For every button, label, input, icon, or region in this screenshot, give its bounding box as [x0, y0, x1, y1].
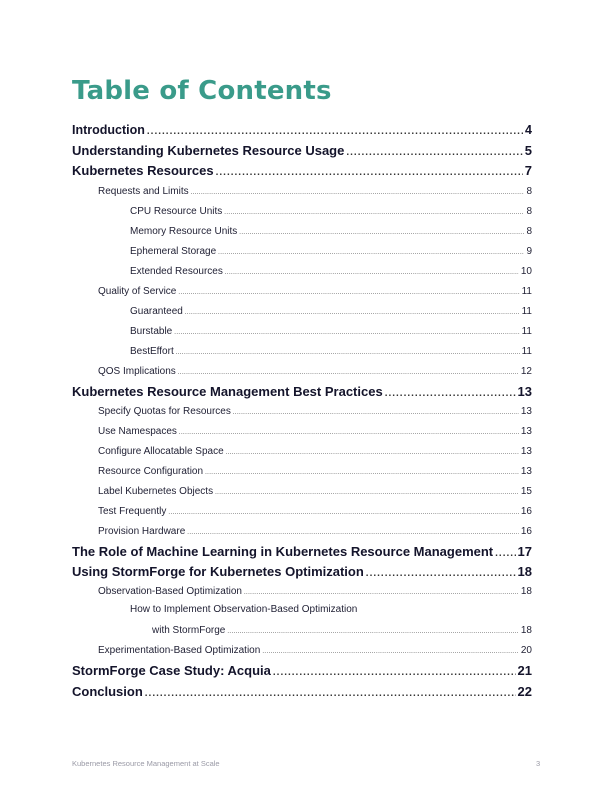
leader-dots	[385, 388, 516, 399]
toc-entry-observation-based[interactable]	[98, 586, 532, 596]
toc-page-number: 10	[520, 266, 532, 277]
toc-entry-best-practices[interactable]	[72, 384, 532, 399]
toc-entry-label: Ephemeral Storage	[130, 246, 217, 257]
toc-page-number: 13	[520, 406, 532, 417]
toc-entry-label: Use Namespaces	[98, 426, 177, 437]
toc-page-number: 13	[520, 426, 532, 437]
toc-entry-label: with StormForge	[152, 625, 226, 636]
toc-entry-specify-quotas[interactable]	[98, 406, 532, 417]
toc-entry-label: Provision Hardware	[98, 526, 186, 537]
toc-page-number: 16	[520, 526, 532, 537]
page-title: Table of Contents	[72, 76, 332, 106]
leader-dots	[168, 510, 519, 516]
leader-dots	[366, 568, 516, 579]
toc-page-number: 11	[521, 306, 532, 317]
toc-page-number: 21	[517, 663, 532, 678]
toc-page-number: 8	[526, 186, 532, 197]
toc-entry-memory-units[interactable]	[130, 226, 532, 237]
leader-dots	[178, 370, 519, 376]
toc-page-number: 20	[520, 645, 532, 656]
toc-entry-test-frequently[interactable]	[98, 506, 532, 517]
toc-page-number: 13	[520, 466, 532, 477]
toc-entry-requests-limits[interactable]	[98, 186, 532, 197]
leader-dots	[262, 649, 519, 655]
leader-dots	[233, 410, 519, 416]
toc-entry-provision-hardware[interactable]	[98, 526, 532, 537]
toc-entry-using-stormforge[interactable]	[72, 564, 532, 579]
leader-dots	[225, 270, 519, 276]
toc-entry-label: Extended Resources	[130, 266, 223, 277]
leader-dots	[216, 167, 523, 178]
toc-page-number: 11	[521, 286, 532, 297]
footer-page-number: 3	[536, 759, 541, 768]
leader-dots	[145, 688, 516, 699]
toc-page-number: 9	[526, 246, 532, 257]
toc-page-number: 7	[524, 163, 532, 178]
leader-dots	[178, 290, 519, 296]
toc-entry-experimentation-based[interactable]	[98, 645, 532, 656]
toc-entry-label: Configure Allocatable Space	[98, 446, 224, 457]
toc-entry-qos-implications[interactable]	[98, 366, 532, 377]
toc-entry-label: Observation-Based Optimization	[98, 586, 242, 596]
toc-entry-ephemeral-storage[interactable]	[130, 246, 532, 257]
toc-page-number: 8	[526, 226, 532, 237]
footer-document-title: Kubernetes Resource Management at Scale	[72, 759, 220, 768]
toc-entry-burstable[interactable]	[130, 326, 532, 337]
toc-entry-extended-resources[interactable]	[130, 266, 532, 277]
toc-entry-machine-learning[interactable]	[72, 544, 532, 559]
toc-entry-label: The Role of Machine Learning in Kubernetes Resource Management	[72, 544, 494, 559]
leader-dots	[224, 210, 524, 216]
toc-entry-label: Introduction	[72, 123, 145, 137]
toc-entry-label: CPU Resource Units	[130, 206, 223, 217]
leader-dots	[176, 350, 520, 356]
leader-dots	[273, 667, 516, 678]
toc-page-number: 8	[526, 206, 532, 217]
toc-entry-besteffort[interactable]	[130, 346, 532, 357]
toc-entry-label: Resource Configuration	[98, 466, 204, 477]
toc-entry-label-objects[interactable]	[98, 486, 532, 497]
leader-dots	[215, 490, 519, 496]
leader-dots	[227, 629, 519, 635]
toc-entry-label: Test Frequently	[98, 506, 167, 517]
toc-entry-guaranteed[interactable]	[130, 306, 532, 317]
toc-entry-label: Kubernetes Resource Management Best Practices	[72, 384, 383, 399]
toc-entry-label: Memory Resource Units	[130, 226, 238, 237]
toc-page-number: 13	[520, 446, 532, 457]
toc-page-number: 17	[517, 544, 532, 559]
toc-page-number: 22	[517, 684, 532, 699]
toc-entry-allocatable-space[interactable]	[98, 446, 532, 457]
toc-page-number: 16	[520, 506, 532, 517]
toc-page-number: 5	[524, 143, 532, 158]
toc-entry-case-study[interactable]	[72, 663, 532, 678]
toc-entry-label: Experimentation-Based Optimization	[98, 645, 261, 656]
toc-entry-introduction[interactable]	[72, 123, 532, 137]
toc-entry-label: Using StormForge for Kubernetes Optimization	[72, 564, 364, 579]
leader-dots	[147, 126, 523, 137]
toc-entry-label: QOS Implications	[98, 366, 176, 377]
toc-entry-label: Guaranteed	[130, 306, 183, 317]
toc-entry-kubernetes-resources[interactable]	[72, 163, 532, 178]
toc-entry-label: Quality of Service	[98, 286, 177, 297]
toc-entry-how-to-implement[interactable]: How to Implement Observation-Based Optimization	[130, 604, 358, 615]
toc-entry-label: StormForge Case Study: Acquia	[72, 663, 271, 678]
toc-entry-label: Conclusion	[72, 684, 143, 699]
toc-page-number: 18	[520, 586, 532, 596]
toc-page-number: 11	[521, 326, 532, 337]
toc-entry-quality-of-service[interactable]	[98, 286, 532, 297]
leader-dots	[191, 190, 525, 196]
leader-dots	[226, 450, 519, 456]
leader-dots	[218, 250, 524, 256]
leader-dots	[239, 230, 524, 236]
toc-entry-understanding-usage[interactable]	[72, 143, 532, 158]
toc-entry-resource-configuration[interactable]	[98, 466, 532, 477]
toc-entry-label: Burstable	[130, 326, 173, 337]
toc-page-number: 13	[517, 384, 532, 399]
toc-entry-label: Understanding Kubernetes Resource Usage	[72, 143, 345, 158]
leader-dots	[185, 310, 520, 316]
toc-page-number: 11	[521, 346, 532, 357]
toc-page-number: 18	[517, 564, 532, 579]
toc-entry-label: Requests and Limits	[98, 186, 189, 197]
toc-page-number: 18	[520, 625, 532, 636]
toc-entry-label: Label Kubernetes Objects	[98, 486, 214, 497]
leader-dots	[174, 330, 519, 336]
toc-page-number: 15	[520, 486, 532, 497]
toc-entry-label: BestEffort	[130, 346, 174, 357]
toc-entry-with-stormforge[interactable]	[152, 625, 532, 636]
leader-dots	[346, 147, 522, 158]
leader-dots	[187, 530, 519, 536]
leader-dots	[205, 470, 519, 476]
toc-entry-use-namespaces[interactable]	[98, 426, 532, 437]
leader-dots	[495, 548, 515, 559]
toc-entry-label: Kubernetes Resources	[72, 163, 214, 178]
toc-page-number: 12	[520, 366, 532, 377]
leader-dots	[244, 590, 519, 596]
leader-dots	[179, 430, 519, 436]
toc-entry-conclusion[interactable]	[72, 684, 532, 699]
toc-page-number: 4	[525, 123, 532, 137]
toc-entry-cpu-units[interactable]	[130, 206, 532, 217]
toc-entry-label: Specify Quotas for Resources	[98, 406, 231, 417]
